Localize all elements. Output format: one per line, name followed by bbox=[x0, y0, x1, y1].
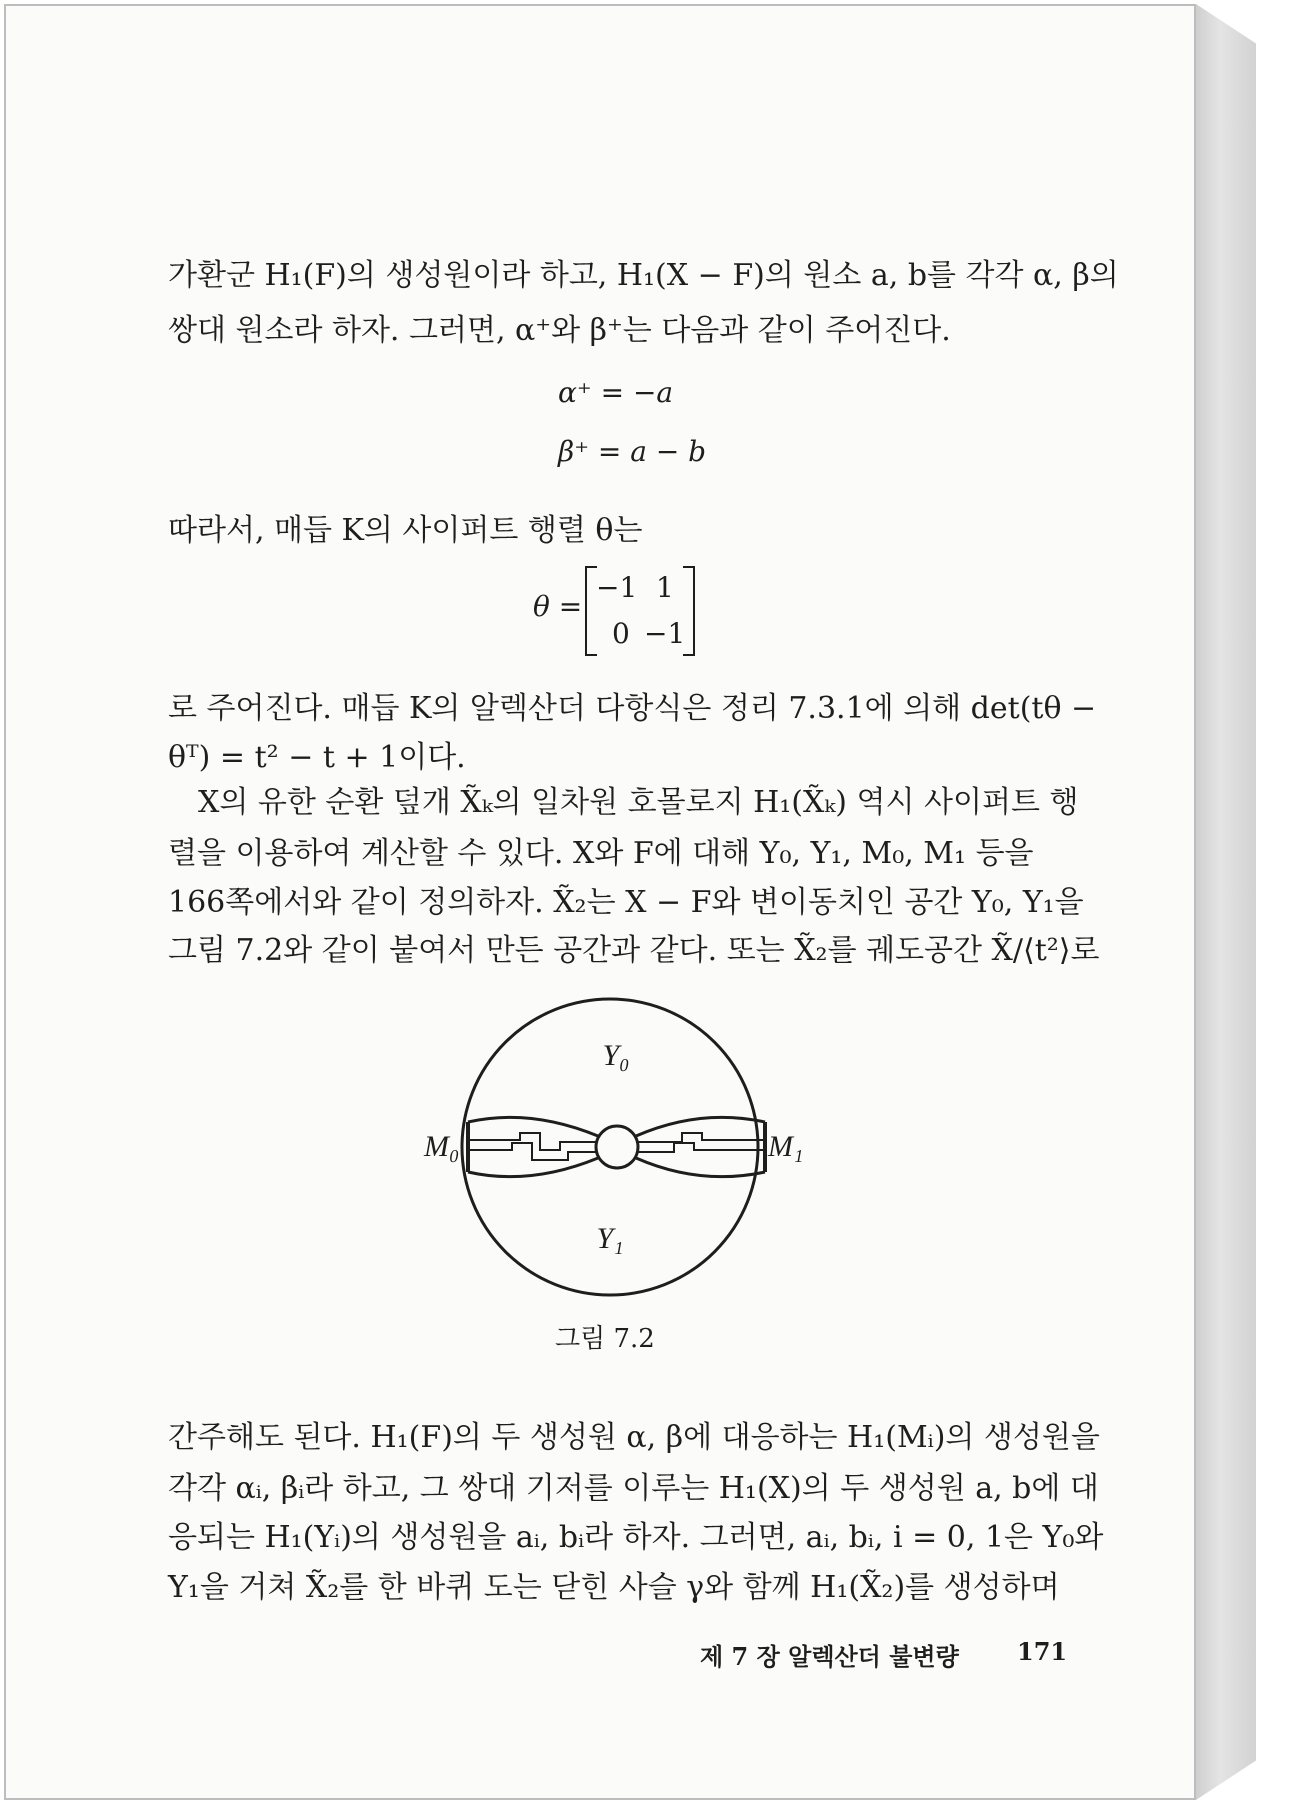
paragraph3-line1: 로 주어진다. 매듭 K의 알렉산더 다항식은 정리 7.3.1에 의해 det(tθ − bbox=[168, 691, 1097, 726]
running-head: 제 7 장 알렉산더 불변량 bbox=[700, 1642, 959, 1671]
label-M0: M₀ bbox=[424, 1130, 460, 1163]
paragraph1-line1: 가환군 H₁(F)의 생성원이라 하고, H₁(X − F)의 원소 a, b를 각각 α, β의 bbox=[168, 258, 1119, 293]
right-strip-lower bbox=[636, 1143, 765, 1152]
equation-beta-plus: β⁺ = a − b bbox=[558, 435, 707, 468]
paragraph4-line4: 그림 7.2와 같이 붙여서 만든 공간과 같다. 또는 X̃₂를 궤도공간 X̃/⟨t²⟩로 bbox=[168, 933, 1100, 968]
paragraph5-line4: Y₁을 거쳐 X̃₂를 한 바퀴 도는 닫힌 사슬 γ와 함께 H₁(X̃₂)를 생성하며 bbox=[168, 1570, 1060, 1605]
matrix-lhs: θ = bbox=[533, 590, 583, 623]
label-Y1: Y₁ bbox=[596, 1222, 624, 1255]
page-number: 171 bbox=[1017, 1637, 1068, 1666]
label-M1: M₁ bbox=[768, 1130, 804, 1163]
matrix-cell-21: 0 bbox=[612, 617, 630, 650]
center-circle bbox=[596, 1126, 638, 1168]
equation-alpha-plus: α⁺ = −a bbox=[558, 376, 674, 409]
matrix-cell-11: −1 bbox=[596, 571, 638, 604]
figure-7-2-diagram bbox=[420, 990, 820, 1310]
right-lobe bbox=[636, 1117, 765, 1176]
matrix-cell-12: 1 bbox=[656, 571, 674, 604]
label-Y0: Y₀ bbox=[602, 1039, 630, 1072]
paragraph4-line1: X의 유한 순환 덮개 X̃ₖ의 일차원 호몰로지 H₁(X̃ₖ) 역시 사이퍼트 행 bbox=[198, 785, 1079, 820]
matrix-cell-22: −1 bbox=[644, 617, 686, 650]
paragraph5-line1: 간주해도 된다. H₁(F)의 두 생성원 α, β에 대응하는 H₁(Mᵢ)의 생성원을 bbox=[168, 1420, 1100, 1455]
paragraph1-line2: 쌍대 원소라 하자. 그러면, α⁺와 β⁺는 다음과 같이 주어진다. bbox=[168, 313, 951, 348]
paragraph3-line2: θᵀ) = t² − t + 1이다. bbox=[168, 740, 466, 775]
paragraph2: 따라서, 매듭 K의 사이퍼트 행렬 θ는 bbox=[168, 513, 643, 548]
book-spine bbox=[1196, 4, 1256, 1800]
paragraph4-line2: 렬을 이용하여 계산할 수 있다. X와 F에 대해 Y₀, Y₁, M₀, M₁ 등을 bbox=[168, 836, 1034, 871]
left-strip-lower bbox=[468, 1143, 598, 1160]
paragraph5-line2: 각각 αᵢ, βᵢ라 하고, 그 쌍대 기저를 이루는 H₁(X)의 두 생성원 a, b에 대 bbox=[168, 1471, 1099, 1506]
paragraph5-line3: 응되는 H₁(Yᵢ)의 생성원을 aᵢ, bᵢ라 하자. 그러면, aᵢ, bᵢ, i = 0, 1은 Y₀와 bbox=[168, 1520, 1104, 1555]
paragraph4-line3: 166쪽에서와 같이 정의하자. X̃₂는 X − F와 변이동치인 공간 Y₀, Y₁을 bbox=[168, 885, 1084, 920]
right-strip-upper bbox=[636, 1133, 765, 1142]
figure-caption: 그림 7.2 bbox=[555, 1324, 655, 1354]
